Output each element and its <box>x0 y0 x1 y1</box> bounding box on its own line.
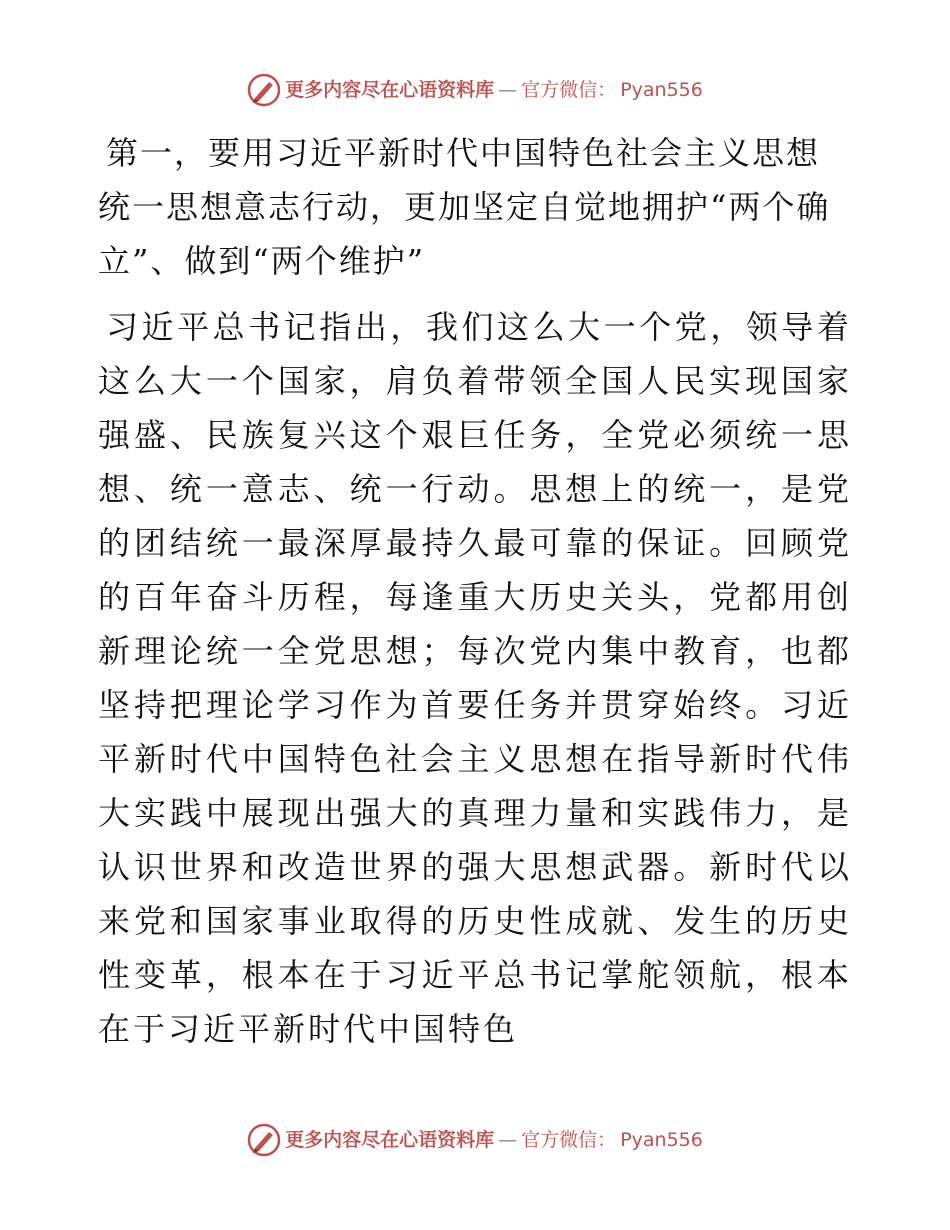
body-paragraph: 习近平总书记指出，我们这么大一个党，领导着这么大一个国家，肩负着带领全国人民实现国家强盛、民族复兴这个艰巨任务，全党必须统一思想、统一意志、统一行动。思想上的统一，是党的团结统一最深厚最持久最可靠的保证。回顾党的百年奋斗历程，每逢重大历史关头，党都用创新理论统一全党思想；每次党内集中教育，也都坚持把理论学习作为首要任务并贯穿始终。习近平新时代中国特色社会主义思想在指导新时代伟大实践中展现出强大的真理力量和实践伟力，是认识世界和改造世界的强大思想武器。新时代以来党和国家事业取得的历史性成就、发生的历史性变革，根本在于习近平总书记掌舵领航，根本在于习近平新时代中国特色 <box>98 308 852 1048</box>
watermark-main-text: 更多内容尽在心语资料库 <box>285 1128 495 1151</box>
header-watermark <box>0 70 950 110</box>
watermark-wechat-id: Pyan556 <box>620 78 703 101</box>
pen-logo-icon <box>247 73 281 107</box>
watermark-wechat-id: Pyan556 <box>620 1128 703 1151</box>
section-heading: 第一，要用习近平新时代中国特色社会主义思想统一思想意志行动，更加坚定自觉地拥护“两个确立”、做到“两个维护” <box>98 134 831 280</box>
watermark-wechat-label: 官方微信： <box>521 1128 617 1151</box>
watermark-dash: — <box>498 78 518 101</box>
watermark-main-text: 更多内容尽在心语资料库 <box>285 78 495 101</box>
pen-logo-icon <box>247 1123 281 1157</box>
watermark-dash: — <box>498 1128 518 1151</box>
watermark-wechat-label: 官方微信： <box>521 78 617 101</box>
document-body <box>98 126 852 1056</box>
footer-watermark <box>0 1120 950 1160</box>
